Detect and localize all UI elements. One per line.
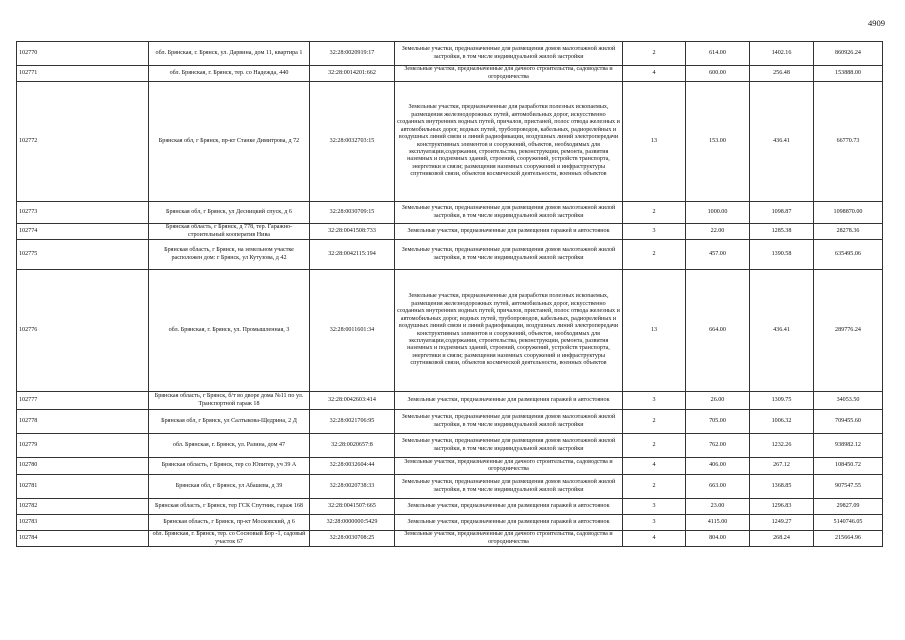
row-id-cell: 102773 bbox=[17, 202, 149, 224]
row-address-cell: Брянская область, г Брянск, на земельном участке расположен дом: г Брянск, ул Кутузова, д 42 bbox=[149, 240, 310, 270]
row-specific-value-cell: 267.12 bbox=[750, 458, 814, 475]
row-cadastral-cost-cell: 29827.09 bbox=[814, 499, 883, 515]
row-cadastral-cost-cell: 938982.12 bbox=[814, 434, 883, 458]
row-address-cell: обл. Брянская, г. Брянск, тер. со Надежда, 440 bbox=[149, 66, 310, 82]
table-row bbox=[17, 458, 883, 475]
row-category-cell: 3 bbox=[623, 515, 686, 531]
row-cadastral-cost-cell: 635495.06 bbox=[814, 240, 883, 270]
row-cadastral-number-cell: 32:28:0041508:733 bbox=[310, 224, 395, 240]
row-specific-value-cell: 1285.38 bbox=[750, 224, 814, 240]
row-area-cell: 22.00 bbox=[686, 224, 750, 240]
row-cadastral-number-cell: 32:28:0041507:665 bbox=[310, 499, 395, 515]
row-specific-value-cell: 1390.58 bbox=[750, 240, 814, 270]
row-cadastral-cost-cell: 709455.60 bbox=[814, 410, 883, 434]
row-address-cell: Брянская область, г Брянск, тер ГСК Спутник, гараж 168 bbox=[149, 499, 310, 515]
row-land-use-cell: Земельные участки, предназначенные для дачного строительства, садоводства и огородничества bbox=[395, 458, 623, 475]
row-specific-value-cell: 1249.27 bbox=[750, 515, 814, 531]
table-row bbox=[17, 410, 883, 434]
row-specific-value-cell: 1006.32 bbox=[750, 410, 814, 434]
row-area-cell: 457.00 bbox=[686, 240, 750, 270]
row-category-cell: 2 bbox=[623, 202, 686, 224]
table-row bbox=[17, 42, 883, 66]
row-area-cell: 4115.00 bbox=[686, 515, 750, 531]
row-address-cell: Брянская область, г Брянск, б/т во дворе дома №11 по ул. Транспортной гараж 18 bbox=[149, 392, 310, 410]
row-id-cell: 102780 bbox=[17, 458, 149, 475]
row-area-cell: 614.00 bbox=[686, 42, 750, 66]
table-row bbox=[17, 434, 883, 458]
row-cadastral-number-cell: 32:28:0042115:194 bbox=[310, 240, 395, 270]
row-category-cell: 2 bbox=[623, 475, 686, 499]
table-row bbox=[17, 224, 883, 240]
row-cadastral-number-cell: 32:28:0032604:44 bbox=[310, 458, 395, 475]
row-id-cell: 102784 bbox=[17, 531, 149, 547]
table-row bbox=[17, 475, 883, 499]
row-address-cell: обл. Брянская, г. Брянск, ул. Промышленная, 3 bbox=[149, 270, 310, 392]
row-address-cell: Брянская обл, г Брянск, пр-кт Станке Димитрова, д 72 bbox=[149, 82, 310, 202]
row-cadastral-number-cell: 32:28:0030708:25 bbox=[310, 531, 395, 547]
row-land-use-cell: Земельные участки, предназначенные для размещения домов малоэтажной жилой застройки, в том числе индивидуальной жилой застройки bbox=[395, 434, 623, 458]
row-land-use-cell: Земельные участки, предназначенные для разработки полезных ископаемых, размещения железнодорожных путей, автомобильных дорог, искусственно созданных внутренних водных путей, причалов, пристаней, полос отвода железных и автомобильных дорог, водных путей, трубопроводов, кабельных, радиорелейных и воздушных линий связи и линий радиофикации, воздушных линий электропередачи конструктивных элементов и сооружений, объектов, необходимых для эксплуатации,содержания, строительства, реконструкции, ремонта, развития наземных и подземных зданий, строений, сооружений, устройств транспорта, энергетики и связи; размещения наземных сооружений и инфраструктуры спутниковой связи, объектов космической деятельности, военных объектов bbox=[395, 82, 623, 202]
row-specific-value-cell: 436.41 bbox=[750, 82, 814, 202]
row-area-cell: 600.00 bbox=[686, 66, 750, 82]
row-cadastral-cost-cell: 108450.72 bbox=[814, 458, 883, 475]
row-address-cell: обл. Брянская, г. Брянск, ул. Разина, дом 47 bbox=[149, 434, 310, 458]
row-category-cell: 2 bbox=[623, 42, 686, 66]
row-id-cell: 102782 bbox=[17, 499, 149, 515]
row-specific-value-cell: 1368.85 bbox=[750, 475, 814, 499]
row-cadastral-cost-cell: 153888.00 bbox=[814, 66, 883, 82]
row-area-cell: 664.00 bbox=[686, 270, 750, 392]
row-address-cell: Брянская область, г Брянск, тер со Юпитер, уч 39 А bbox=[149, 458, 310, 475]
row-category-cell: 13 bbox=[623, 82, 686, 202]
row-land-use-cell: Земельные участки, предназначенные для дачного строительства, садоводства и огородничества bbox=[395, 66, 623, 82]
row-category-cell: 4 bbox=[623, 66, 686, 82]
row-specific-value-cell: 256.48 bbox=[750, 66, 814, 82]
row-category-cell: 2 bbox=[623, 240, 686, 270]
row-address-cell: Брянская область, г Брянск, д 778, тер. Гаражно-строительный кооператив Нива bbox=[149, 224, 310, 240]
row-land-use-cell: Земельные участки, предназначенные для размещения домов малоэтажной жилой застройки, в том числе индивидуальной жилой застройки bbox=[395, 202, 623, 224]
row-cadastral-number-cell: 32:28:0020919:17 bbox=[310, 42, 395, 66]
row-specific-value-cell: 1232.26 bbox=[750, 434, 814, 458]
row-cadastral-number-cell: 32:28:0030709:15 bbox=[310, 202, 395, 224]
row-specific-value-cell: 1098.87 bbox=[750, 202, 814, 224]
row-area-cell: 762.00 bbox=[686, 434, 750, 458]
row-cadastral-cost-cell: 1098870.00 bbox=[814, 202, 883, 224]
row-cadastral-cost-cell: 907547.55 bbox=[814, 475, 883, 499]
page-number: 4909 bbox=[868, 18, 885, 28]
table-row bbox=[17, 66, 883, 82]
row-id-cell: 102775 bbox=[17, 240, 149, 270]
row-area-cell: 406.00 bbox=[686, 458, 750, 475]
row-address-cell: Брянская область, г Брянск, пр-кт Московский, д 6 bbox=[149, 515, 310, 531]
row-id-cell: 102774 bbox=[17, 224, 149, 240]
row-cadastral-number-cell: 32:28:0032703:15 bbox=[310, 82, 395, 202]
row-land-use-cell: Земельные участки, предназначенные для дачного строительства, садоводства и огородничества bbox=[395, 531, 623, 547]
row-specific-value-cell: 1309.75 bbox=[750, 392, 814, 410]
table-row bbox=[17, 499, 883, 515]
table-row bbox=[17, 392, 883, 410]
row-area-cell: 153.00 bbox=[686, 82, 750, 202]
land-cadastral-table bbox=[16, 41, 883, 547]
table-row bbox=[17, 202, 883, 224]
row-id-cell: 102781 bbox=[17, 475, 149, 499]
row-category-cell: 2 bbox=[623, 434, 686, 458]
row-category-cell: 4 bbox=[623, 531, 686, 547]
row-cadastral-number-cell: 32:28:0042603:414 bbox=[310, 392, 395, 410]
row-id-cell: 102771 bbox=[17, 66, 149, 82]
row-cadastral-cost-cell: 860926.24 bbox=[814, 42, 883, 66]
row-land-use-cell: Земельные участки, предназначенные для размещения домов малоэтажной жилой застройки, в том числе индивидуальной жилой застройки bbox=[395, 240, 623, 270]
table-row bbox=[17, 531, 883, 547]
row-id-cell: 102779 bbox=[17, 434, 149, 458]
row-cadastral-number-cell: 32:28:0021706:95 bbox=[310, 410, 395, 434]
row-land-use-cell: Земельные участки, предназначенные для размещения гаражей и автостоянок bbox=[395, 392, 623, 410]
row-category-cell: 4 bbox=[623, 458, 686, 475]
table-row bbox=[17, 515, 883, 531]
row-id-cell: 102783 bbox=[17, 515, 149, 531]
row-specific-value-cell: 1402.16 bbox=[750, 42, 814, 66]
row-category-cell: 13 bbox=[623, 270, 686, 392]
row-cadastral-cost-cell: 66770.73 bbox=[814, 82, 883, 202]
row-cadastral-number-cell: 32:28:0011601:34 bbox=[310, 270, 395, 392]
row-area-cell: 23.00 bbox=[686, 499, 750, 515]
row-id-cell: 102777 bbox=[17, 392, 149, 410]
table-row bbox=[17, 270, 883, 392]
row-address-cell: Брянская обл, г Брянск, ул Десницкий спуск, д 6 bbox=[149, 202, 310, 224]
row-id-cell: 102776 bbox=[17, 270, 149, 392]
row-land-use-cell: Земельные участки, предназначенные для размещения гаражей и автостоянок bbox=[395, 499, 623, 515]
table-row bbox=[17, 82, 883, 202]
row-cadastral-cost-cell: 5140746.05 bbox=[814, 515, 883, 531]
row-cadastral-number-cell: 32:28:0000000:5429 bbox=[310, 515, 395, 531]
row-specific-value-cell: 436.41 bbox=[750, 270, 814, 392]
row-land-use-cell: Земельные участки, предназначенные для размещения гаражей и автостоянок bbox=[395, 224, 623, 240]
table-row bbox=[17, 240, 883, 270]
row-area-cell: 804.00 bbox=[686, 531, 750, 547]
row-cadastral-number-cell: 32:28:0014201:662 bbox=[310, 66, 395, 82]
row-address-cell: обл. Брянская, г. Брянск, ул. Дарвина, дом 11, квартира 1 bbox=[149, 42, 310, 66]
row-id-cell: 102778 bbox=[17, 410, 149, 434]
row-id-cell: 102770 bbox=[17, 42, 149, 66]
row-land-use-cell: Земельные участки, предназначенные для размещения домов малоэтажной жилой застройки, в том числе индивидуальной жилой застройки bbox=[395, 42, 623, 66]
row-specific-value-cell: 268.24 bbox=[750, 531, 814, 547]
row-cadastral-cost-cell: 215664.96 bbox=[814, 531, 883, 547]
row-land-use-cell: Земельные участки, предназначенные для разработки полезных ископаемых, размещения железнодорожных путей, автомобильных дорог, искусственно созданных внутренних водных путей, причалов, пристаней, полос отвода железных и автомобильных дорог, водных путей, трубопроводов, кабельных, радиорелейных и воздушных линий связи и линий радиофикации, воздушных линий электропередачи конструктивных элементов и сооружений, объектов, необходимых для эксплуатации,содержания, строительства, реконструкции, ремонта, развития наземных и подземных зданий, строений, сооружений, устройств транспорта, энергетики и связи; размещения наземных сооружений и инфраструктуры спутниковой связи, объектов космической деятельности, военных объектов bbox=[395, 270, 623, 392]
row-address-cell: Брянская обл, г Брянск, ул Салтыкова-Щедрина, 2 Д bbox=[149, 410, 310, 434]
row-cadastral-cost-cell: 289776.24 bbox=[814, 270, 883, 392]
row-land-use-cell: Земельные участки, предназначенные для размещения гаражей и автостоянок bbox=[395, 515, 623, 531]
row-area-cell: 705.00 bbox=[686, 410, 750, 434]
row-category-cell: 2 bbox=[623, 410, 686, 434]
row-area-cell: 663.00 bbox=[686, 475, 750, 499]
row-land-use-cell: Земельные участки, предназначенные для размещения домов малоэтажной жилой застройки, в том числе индивидуальной жилой застройки bbox=[395, 410, 623, 434]
row-cadastral-number-cell: 32:28:0020657:8 bbox=[310, 434, 395, 458]
row-category-cell: 3 bbox=[623, 499, 686, 515]
row-cadastral-cost-cell: 28278.36 bbox=[814, 224, 883, 240]
row-cadastral-number-cell: 32:28:0020738:33 bbox=[310, 475, 395, 499]
row-specific-value-cell: 1296.83 bbox=[750, 499, 814, 515]
row-area-cell: 26.00 bbox=[686, 392, 750, 410]
row-category-cell: 3 bbox=[623, 224, 686, 240]
row-land-use-cell: Земельные участки, предназначенные для размещения домов малоэтажной жилой застройки, в том числе индивидуальной жилой застройки bbox=[395, 475, 623, 499]
row-address-cell: обл. Брянская, г. Брянск, тер. со Сосновый Бор -1, садовый участок 67 bbox=[149, 531, 310, 547]
row-category-cell: 3 bbox=[623, 392, 686, 410]
row-cadastral-cost-cell: 34053.50 bbox=[814, 392, 883, 410]
row-area-cell: 1000.00 bbox=[686, 202, 750, 224]
row-address-cell: Брянская обл, г Брянск, ул Абашева, д 39 bbox=[149, 475, 310, 499]
row-id-cell: 102772 bbox=[17, 82, 149, 202]
